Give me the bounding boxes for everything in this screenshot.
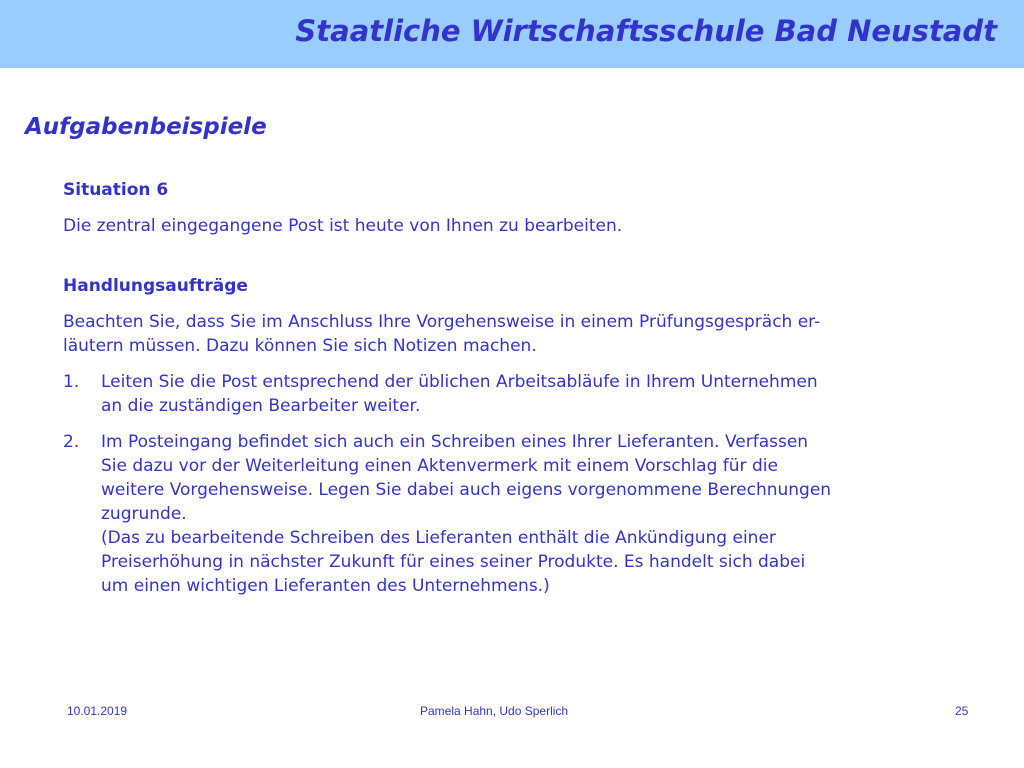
situation-heading: Situation 6 <box>63 180 169 200</box>
task-item-2 <box>63 430 968 598</box>
intro-text <box>63 310 968 358</box>
header-bar <box>0 0 1024 68</box>
footer-date: 10.01.2019 <box>67 704 128 718</box>
footer-author: Pamela Hahn, Udo Sperlich <box>420 704 569 718</box>
task-line: Sie dazu vor der Weiterleitung einen Aktenvermerk mit einem Vorschlag für die <box>101 456 778 476</box>
task-list <box>63 370 968 598</box>
intro-line: Beachten Sie, dass Sie im Anschluss Ihre Vorgehensweise in einem Prüfungsgespräch er- <box>63 312 821 332</box>
situation-text: Die zentral eingegangene Post ist heute von Ihnen zu bearbeiten. <box>63 216 623 236</box>
task-line: Preiserhöhung in nächster Zukunft für eines seiner Produkte. Es handelt sich dabei <box>101 552 806 572</box>
task-line: um einen wichtigen Lieferanten des Unternehmens.) <box>101 576 550 596</box>
slide-title: Aufgabenbeispiele <box>25 114 267 140</box>
school-name-title: Staatliche Wirtschaftsschule Bad Neustadt <box>295 14 997 48</box>
task-line: (Das zu bearbeitende Schreiben des Lieferanten enthält die Ankündigung einer <box>101 528 776 548</box>
task-line: weitere Vorgehensweise. Legen Sie dabei auch eigens vorgenommene Berechnungen <box>101 480 832 500</box>
task-number: 1. <box>63 372 80 392</box>
tasks-heading: Handlungsaufträge <box>63 276 248 296</box>
task-line: Im Posteingang befindet sich auch ein Schreiben eines Ihrer Lieferanten. Verfassen <box>101 432 809 452</box>
page-number: 25 <box>955 704 969 718</box>
task-number: 2. <box>63 432 80 452</box>
task-line: zugrunde. <box>101 504 187 524</box>
task-line: an die zuständigen Bearbeiter weiter. <box>101 396 421 416</box>
intro-line: läutern müssen. Dazu können Sie sich Notizen machen. <box>63 336 537 356</box>
task-item-1 <box>63 370 968 418</box>
task-line: Leiten Sie die Post entsprechend der üblichen Arbeitsabläufe in Ihrem Unternehmen <box>101 372 818 392</box>
slide-content <box>63 178 968 610</box>
